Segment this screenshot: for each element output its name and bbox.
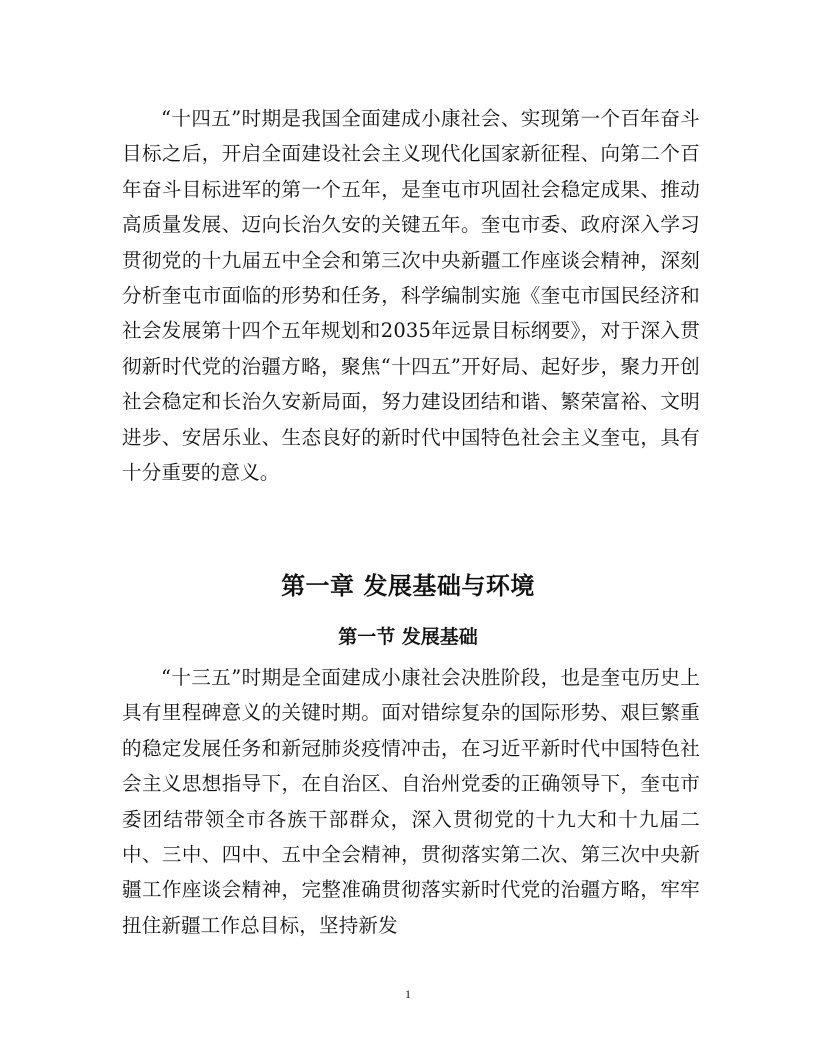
section-paragraph: “十三五”时期是全面建成小康社会决胜阶段，也是奎屯历史上具有里程碑意义的关键时期。面对错综复杂的国际形势、艰巨繁重的稳定发展任务和新冠肺炎疫情冲击，在习近平新时代中国特色社会主义思想指导下，在自治区、自治州党委的正确领导下，奎屯市委团结带领全市各族干部群众，深入贯彻党的十九大和十九届二中、三中、四中、五中全会精神，贯彻落实第二次、第三次中央新疆工作座谈会精神，完整准确贯彻落实新时代党的治疆方略，牢牢扭住新疆工作总目标，坚持新发 (122, 666, 700, 937)
page-number: 1 (405, 987, 411, 1001)
chapter-title: 第一章 发展基础与环境 (281, 571, 535, 600)
intro-paragraph: “十四五”时期是我国全面建成小康社会、实现第一个百年奋斗目标之后，开启全面建设社会主义现代化国家新征程、向第二个百年奋斗目标进军的第一个五年，是奎屯市巩固社会稳定成果、推动高质量发展、迈向长治久安的关键五年。奎屯市委、政府深入学习贯彻党的十九届五中全会和第三次中央新疆工作座谈会精神，深刻分析奎屯市面临的形势和任务，科学编制实施《奎屯市国民经济和社会发展第十四个五年规划和2035年远景目标纲要》，对于深入贯彻新时代党的治疆方略，聚焦“十四五”开好局、起好步，聚力开创社会稳定和长治久安新局面，努力建设团结和谐、繁荣富裕、文明进步、安居乐业、生态良好的新时代中国特色社会主义奎屯，具有十分重要的意义。 (122, 107, 700, 485)
section-title: 第一节 发展基础 (338, 626, 478, 648)
